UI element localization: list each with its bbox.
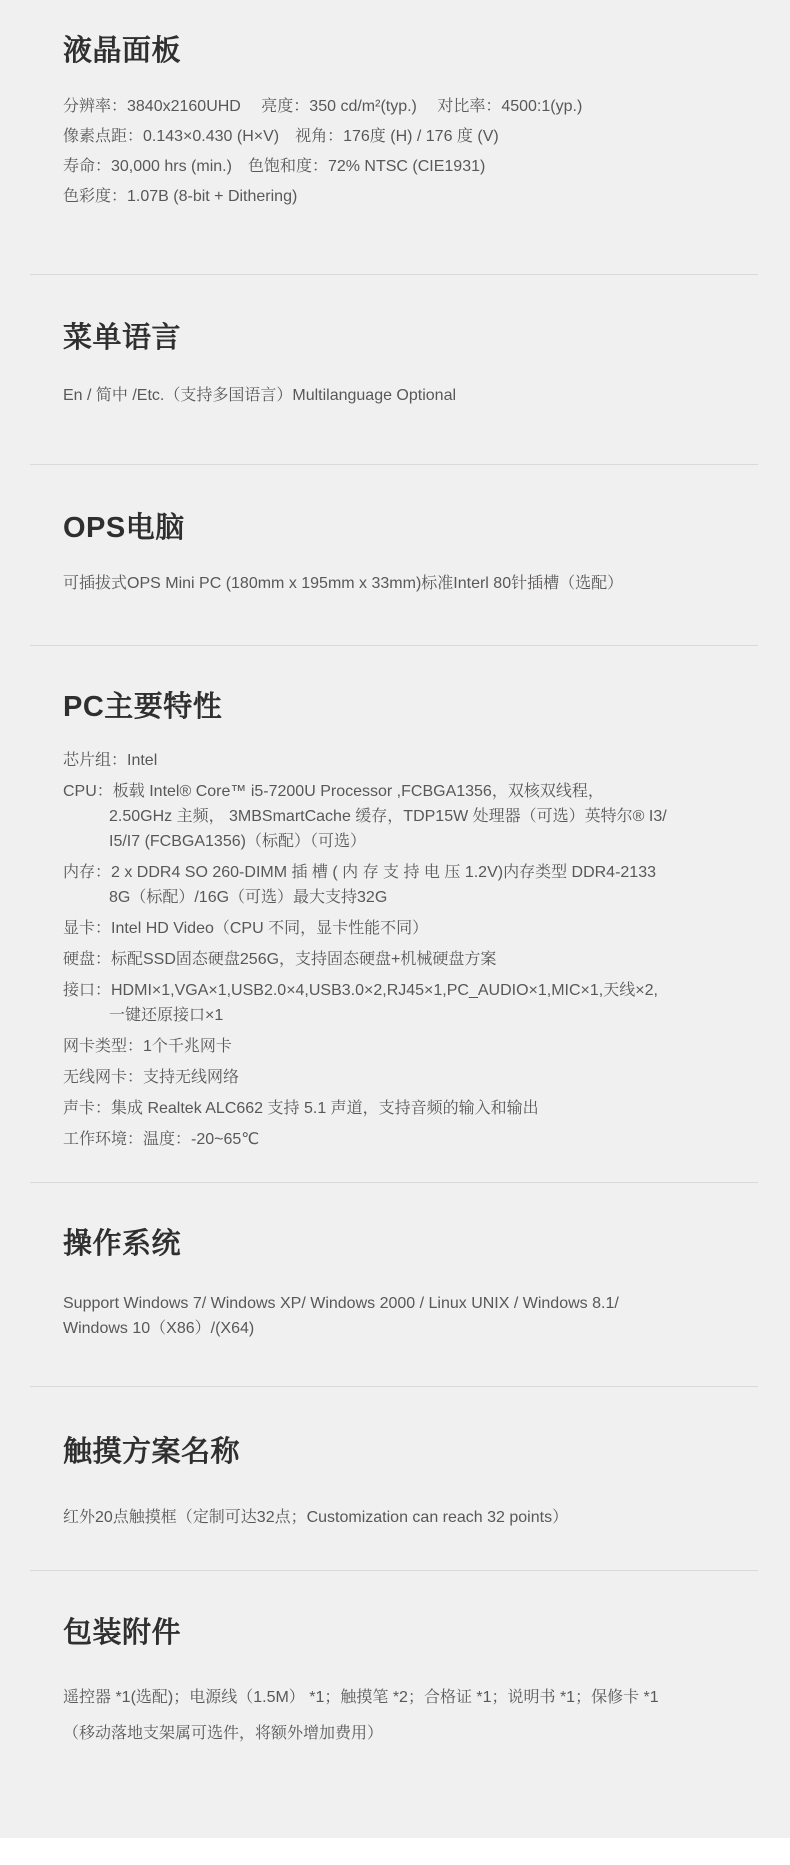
spec-line-ports-2: 一键还原接口×1 xyxy=(109,1007,224,1025)
section-package-accessories xyxy=(63,1616,755,1752)
pc-feature-ports xyxy=(63,978,755,1028)
pc-feature-audio xyxy=(63,1096,755,1121)
section-divider xyxy=(30,274,758,275)
spec-line-package-1: 遥控器 *1(选配)；电源线（1.5M） *1；触摸笔 *2；合格证 *1；说明书 *1；保修卡 *1 xyxy=(63,1689,659,1707)
pc-feature-nic xyxy=(63,1034,755,1059)
spec-line-os-2: Windows 10（X86）/(X64) xyxy=(63,1320,255,1338)
spec-line-chipset: 芯片组：Intel xyxy=(63,752,158,770)
section-lcd-panel xyxy=(63,34,755,212)
pc-feature-chipset xyxy=(63,748,755,773)
spec-line-graphics: 显卡：Intel HD Video（CPU 不同，显卡性能不同） xyxy=(63,920,429,938)
spec-line-touch-solution: 红外20点触摸框（定制可达32点；Customization can reach 32 points） xyxy=(63,1509,569,1527)
section-divider xyxy=(30,464,758,465)
spec-line-memory-2: 8G（标配）/16G（可选）最大支持32G xyxy=(109,889,388,907)
section-divider xyxy=(30,645,758,646)
spec-line-os-1: Support Windows 7/ Windows XP/ Windows 2000 / Linux UNIX / Windows 8.1/ xyxy=(63,1295,619,1313)
section-ops-pc xyxy=(63,511,755,597)
lcd-spec-lines xyxy=(63,92,755,212)
spec-line-pixel-pitch-viewing-angle: 像素点距：0.143×0.430 (H×V) 视角：176度 (H) / 176 度 (V) xyxy=(63,128,499,146)
spec-line-cpu-3: I5/I7 (FCBGA1356)（标配）（可选） xyxy=(109,833,366,851)
spec-line-color-depth: 色彩度：1.07B (8-bit + Dithering) xyxy=(63,188,298,206)
spec-line-resolution-brightness-contrast: 分辨率：3840x2160UHD 亮度：350 cd/m²(typ.) 对比率：4500:1(yp.) xyxy=(63,98,583,116)
section-divider xyxy=(30,1570,758,1571)
spec-line-menu-language: En / 简中 /Etc.（支持多国语言）Multilanguage Optional xyxy=(63,387,457,405)
pc-feature-cpu xyxy=(63,779,755,854)
spec-line-memory-1: 内存：2 x DDR4 SO 260-DIMM 插 槽 ( 内 存 支 持 电 压 1.2V)内存类型 DDR4-2133 xyxy=(63,864,656,882)
section-divider xyxy=(30,1182,758,1183)
pc-feature-memory xyxy=(63,860,755,910)
section-operating-system xyxy=(63,1227,755,1341)
spec-line-ops-pc: 可插拔式OPS Mini PC (180mm x 195mm x 33mm)标准Interl 80针插槽（选配） xyxy=(63,575,624,593)
spec-line-lifetime-color-saturation: 寿命：30,000 hrs (min.) 色饱和度：72% NTSC (CIE1931) xyxy=(63,158,486,176)
section-title-ops-pc: OPS电脑 xyxy=(63,512,185,545)
spec-line-cpu-2: 2.50GHz 主频， 3MBSmartCache 缓存，TDP15W 处理器（可选）英特尔® I3/ xyxy=(109,808,667,826)
pc-feature-graphics xyxy=(63,916,755,941)
section-touch-solution xyxy=(63,1435,755,1531)
section-title-operating-system: 操作系统 xyxy=(63,1228,182,1261)
section-menu-language xyxy=(63,321,755,409)
spec-line-ports-1: 接口：HDMI×1,VGA×1,USB2.0×4,USB3.0×2,RJ45×1,PC_AUDIO×1,MIC×1,天线×2, xyxy=(63,982,658,1000)
pc-feature-list xyxy=(63,748,755,1152)
spec-line-audio: 声卡：集成 Realtek ALC662 支持 5.1 声道，支持音频的输入和输出 xyxy=(63,1100,539,1118)
spec-line-nic: 网卡类型：1个千兆网卡 xyxy=(63,1038,232,1056)
pc-feature-storage xyxy=(63,947,755,972)
package-spec-lines xyxy=(63,1680,755,1752)
spec-line-cpu-1: CPU：板载 Intel® Core™ i5-7200U Processor ,FCBGA1356，双核双线程， xyxy=(63,783,604,801)
spec-line-wifi: 无线网卡：支持无线网络 xyxy=(63,1069,240,1087)
section-title-pc-features: PC主要特性 xyxy=(63,691,223,724)
section-pc-features xyxy=(63,690,755,1152)
section-title-package-accessories: 包装附件 xyxy=(63,1617,182,1650)
spec-line-package-2: （移动落地支架属可选件，将额外增加费用） xyxy=(63,1725,384,1743)
section-title-touch-solution: 触摸方案名称 xyxy=(63,1436,241,1469)
section-divider xyxy=(30,1386,758,1387)
section-title-menu-language: 菜单语言 xyxy=(63,322,182,355)
os-spec-lines xyxy=(63,1291,755,1341)
spec-line-storage: 硬盘：标配SSD固态硬盘256G，支持固态硬盘+机械硬盘方案 xyxy=(63,951,497,969)
pc-feature-wifi xyxy=(63,1065,755,1090)
bottom-white-strip xyxy=(0,1838,790,1865)
spec-line-environment: 工作环境：温度：-20~65℃ xyxy=(63,1131,260,1149)
section-title-lcd-panel: 液晶面板 xyxy=(63,35,182,67)
pc-feature-environment xyxy=(63,1127,755,1152)
